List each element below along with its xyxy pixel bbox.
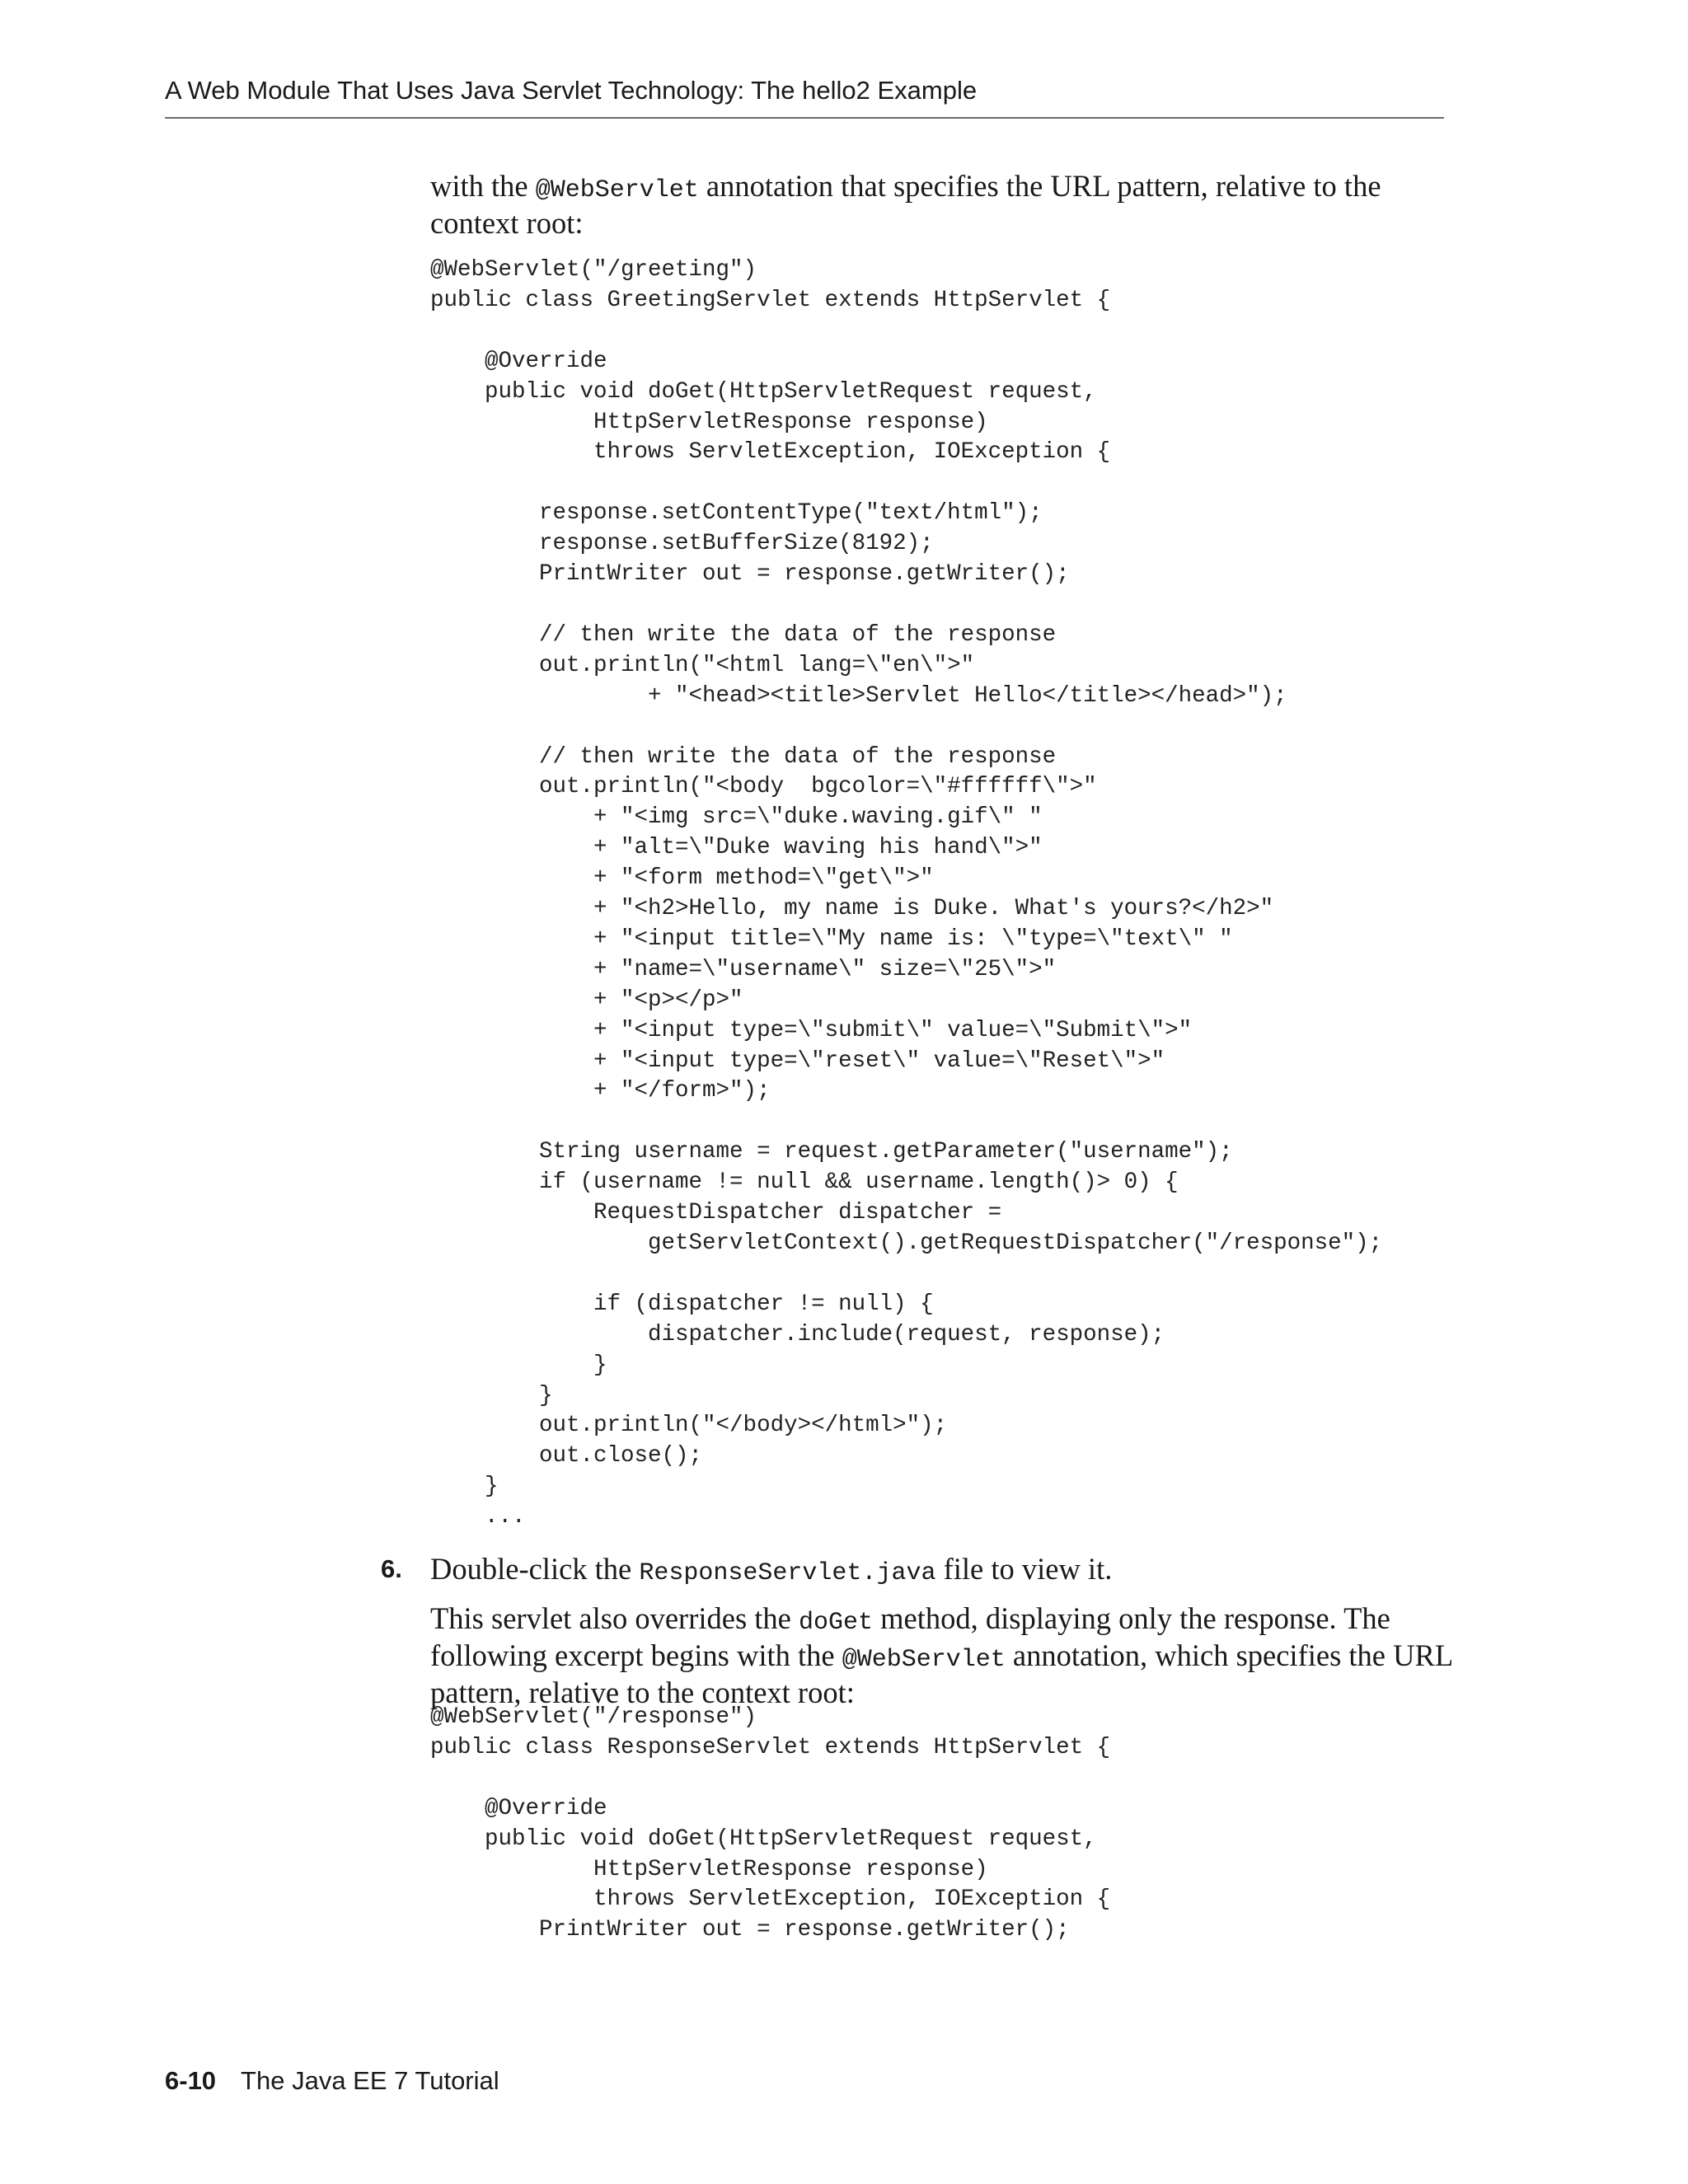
response-servlet-code: @WebServlet("/response") public class ResponseServlet extends HttpServlet { @Override public void doGet(HttpServletRequest request, HttpServletResponse response) throws ServletException, IOException { PrintWriter out = response.getWriter(); xyxy=(430,1704,1111,1943)
step-6-number: 6. xyxy=(381,1554,402,1583)
intro-text-end: annotation that specifies the URL pattern, relative to the context root: xyxy=(430,169,1381,240)
step-6-text-end: file to view it. xyxy=(935,1552,1113,1586)
step-6-desc-text-2: method, displaying only the response. The following excerpt begins with the xyxy=(430,1601,1390,1672)
greeting-servlet-code: @WebServlet("/greeting") public class GreetingServlet extends HttpServlet { @Override public void doGet(HttpServletRequest request, HttpServletResponse response) throws ServletException, IOException { response.setContentType("text/html"); response.setBufferSize(8192); PrintWriter out = response.getWriter(); // then write the data of the response out.println("<html lang=\"en\">" + "<head><title>Servlet Hello</title></head>"); // then write the data of the response out.println("<body bgcolor=\"#ffffff\">" + "<img src=\"duke.waving.gif\" " + "alt=\"Duke waving his hand\">" + "<form method=\"get\">" + "<h2>Hello, my name is Duke. What's yours?</h2>" + "<input title=\"My name is: \"type=\"text\" " + "name=\"username\" size=\"25\">" + "<p></p>" + "<input type=\"submit\" value=\"Submit\">" + "<input type=\"reset\" value=\"Reset\">" + "</form>"); String username = request.getParameter("username"); if (username != null && username.length()> 0) { RequestDispatcher dispatcher = getServletContext().getRequestDispatcher("/response"); if (dispatcher != null) { dispatcher.include(request, response); } } out.println("</body></html>"); out.close(); } ... xyxy=(430,257,1383,1530)
page-number: 6-10 xyxy=(165,2066,217,2095)
step-6-description xyxy=(430,1602,1452,1709)
intro-inline-code: @WebServlet xyxy=(535,176,699,204)
intro-paragraph xyxy=(430,170,1452,240)
running-header xyxy=(165,73,1444,119)
step-6-instruction xyxy=(430,1553,1452,1590)
header-title: A Web Module That Uses Java Servlet Technology: The hello2 Example xyxy=(165,76,978,105)
intro-text-start: with the xyxy=(430,169,536,203)
step-6-desc-code-1: doGet xyxy=(799,1609,874,1637)
running-footer xyxy=(165,2066,499,2096)
book-title: The Java EE 7 Tutorial xyxy=(241,2066,499,2095)
step-6-text-start: Double-click the xyxy=(430,1552,640,1586)
step-6-desc-code-2: @WebServlet xyxy=(842,1646,1006,1674)
step-6-inline-code: ResponseServlet.java xyxy=(639,1559,936,1587)
step-6-desc-text-1: This servlet also overrides the xyxy=(430,1601,799,1635)
step-6-desc-text-3: annotation, which specifies the URL pattern, relative to the context root: xyxy=(430,1638,1452,1709)
